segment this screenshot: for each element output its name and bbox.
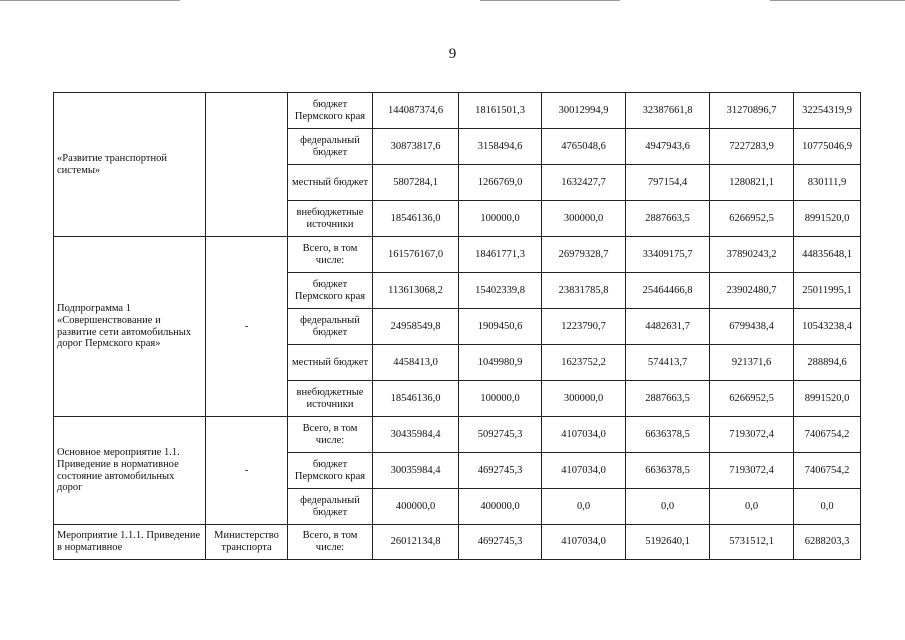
executor-cell	[206, 93, 288, 237]
amount-cell: 1266769,0	[459, 165, 542, 201]
funding-source-cell: федеральный бюджет	[288, 129, 373, 165]
executor-cell: -	[206, 237, 288, 417]
top-edge-line-mid	[480, 0, 620, 1]
amount-cell: 6636378,5	[626, 453, 710, 489]
funding-source-cell: местный бюджет	[288, 345, 373, 381]
amount-cell: 8991520,0	[794, 201, 861, 237]
amount-cell: 797154,4	[626, 165, 710, 201]
page-number: 9	[448, 46, 457, 62]
funding-source-cell: бюджет Пермского края	[288, 273, 373, 309]
amount-cell: 30873817,6	[373, 129, 459, 165]
amount-cell: 400000,0	[459, 489, 542, 525]
amount-cell: 31270896,7	[710, 93, 794, 129]
amount-cell: 7406754,2	[794, 453, 861, 489]
funding-source-cell: бюджет Пермского края	[288, 453, 373, 489]
amount-cell: 4107034,0	[542, 417, 626, 453]
amount-cell: 1632427,7	[542, 165, 626, 201]
amount-cell: 2887663,5	[626, 201, 710, 237]
amount-cell: 37890243,2	[710, 237, 794, 273]
funding-source-cell: Всего, в том числе:	[288, 417, 373, 453]
program-name-cell: Основное мероприятие 1.1. Приведение в нормативное состояние автомобильных дорог	[54, 417, 206, 525]
amount-cell: 0,0	[794, 489, 861, 525]
funding-source-cell: внебюджетные источники	[288, 201, 373, 237]
amount-cell: 30035984,4	[373, 453, 459, 489]
amount-cell: 3158494,6	[459, 129, 542, 165]
funding-source-cell: федеральный бюджет	[288, 489, 373, 525]
funding-table	[53, 92, 861, 560]
amount-cell: 100000,0	[459, 381, 542, 417]
amount-cell: 6288203,3	[794, 525, 861, 560]
amount-cell: 921371,6	[710, 345, 794, 381]
program-name-cell: «Развитие транспортной системы»	[54, 93, 206, 237]
amount-cell: 18546136,0	[373, 381, 459, 417]
executor-cell: -	[206, 417, 288, 525]
amount-cell: 161576167,0	[373, 237, 459, 273]
amount-cell: 33409175,7	[626, 237, 710, 273]
table-row	[54, 237, 861, 273]
amount-cell: 4692745,3	[459, 453, 542, 489]
amount-cell: 1049980,9	[459, 345, 542, 381]
amount-cell: 7227283,9	[710, 129, 794, 165]
amount-cell: 15402339,8	[459, 273, 542, 309]
amount-cell: 300000,0	[542, 201, 626, 237]
amount-cell: 5731512,1	[710, 525, 794, 560]
amount-cell: 144087374,6	[373, 93, 459, 129]
amount-cell: 6799438,4	[710, 309, 794, 345]
funding-source-cell: федеральный бюджет	[288, 309, 373, 345]
amount-cell: 830111,9	[794, 165, 861, 201]
amount-cell: 113613068,2	[373, 273, 459, 309]
table-row	[54, 93, 861, 129]
program-name-cell: Мероприятие 1.1.1. Приведение в нормативное	[54, 525, 206, 560]
amount-cell: 1909450,6	[459, 309, 542, 345]
funding-source-cell: местный бюджет	[288, 165, 373, 201]
table-body	[54, 93, 861, 560]
amount-cell: 26012134,8	[373, 525, 459, 560]
executor-cell: Министерство транспорта	[206, 525, 288, 560]
amount-cell: 10543238,4	[794, 309, 861, 345]
amount-cell: 44835648,1	[794, 237, 861, 273]
amount-cell: 0,0	[626, 489, 710, 525]
amount-cell: 288894,6	[794, 345, 861, 381]
amount-cell: 5807284,1	[373, 165, 459, 201]
amount-cell: 18161501,3	[459, 93, 542, 129]
amount-cell: 32387661,8	[626, 93, 710, 129]
funding-source-cell: Всего, в том числе:	[288, 237, 373, 273]
amount-cell: 1280821,1	[710, 165, 794, 201]
amount-cell: 23902480,7	[710, 273, 794, 309]
table-row	[54, 525, 861, 560]
amount-cell: 574413,7	[626, 345, 710, 381]
amount-cell: 4947943,6	[626, 129, 710, 165]
amount-cell: 10775046,9	[794, 129, 861, 165]
amount-cell: 32254319,9	[794, 93, 861, 129]
program-name-cell: Подпрограмма 1 «Совершенствование и развитие сети автомобильных дорог Пермского края»	[54, 237, 206, 417]
amount-cell: 100000,0	[459, 201, 542, 237]
amount-cell: 300000,0	[542, 381, 626, 417]
amount-cell: 1623752,2	[542, 345, 626, 381]
amount-cell: 4107034,0	[542, 453, 626, 489]
amount-cell: 18461771,3	[459, 237, 542, 273]
amount-cell: 4692745,3	[459, 525, 542, 560]
table-row	[54, 417, 861, 453]
amount-cell: 7406754,2	[794, 417, 861, 453]
funding-source-cell: бюджет Пермского края	[288, 93, 373, 129]
amount-cell: 0,0	[710, 489, 794, 525]
amount-cell: 30435984,4	[373, 417, 459, 453]
amount-cell: 4765048,6	[542, 129, 626, 165]
amount-cell: 23831785,8	[542, 273, 626, 309]
amount-cell: 4107034,0	[542, 525, 626, 560]
amount-cell: 25464466,8	[626, 273, 710, 309]
amount-cell: 8991520,0	[794, 381, 861, 417]
amount-cell: 5092745,3	[459, 417, 542, 453]
funding-source-cell: внебюджетные источники	[288, 381, 373, 417]
amount-cell: 6266952,5	[710, 201, 794, 237]
amount-cell: 24958549,8	[373, 309, 459, 345]
amount-cell: 1223790,7	[542, 309, 626, 345]
amount-cell: 26979328,7	[542, 237, 626, 273]
amount-cell: 4482631,7	[626, 309, 710, 345]
top-edge-line-left	[0, 0, 180, 1]
amount-cell: 6636378,5	[626, 417, 710, 453]
amount-cell: 30012994,9	[542, 93, 626, 129]
top-edge-line-right	[770, 0, 905, 1]
amount-cell: 7193072,4	[710, 453, 794, 489]
amount-cell: 18546136,0	[373, 201, 459, 237]
amount-cell: 0,0	[542, 489, 626, 525]
amount-cell: 4458413,0	[373, 345, 459, 381]
funding-source-cell: Всего, в том числе:	[288, 525, 373, 560]
amount-cell: 25011995,1	[794, 273, 861, 309]
amount-cell: 6266952,5	[710, 381, 794, 417]
amount-cell: 7193072,4	[710, 417, 794, 453]
amount-cell: 5192640,1	[626, 525, 710, 560]
amount-cell: 400000,0	[373, 489, 459, 525]
amount-cell: 2887663,5	[626, 381, 710, 417]
